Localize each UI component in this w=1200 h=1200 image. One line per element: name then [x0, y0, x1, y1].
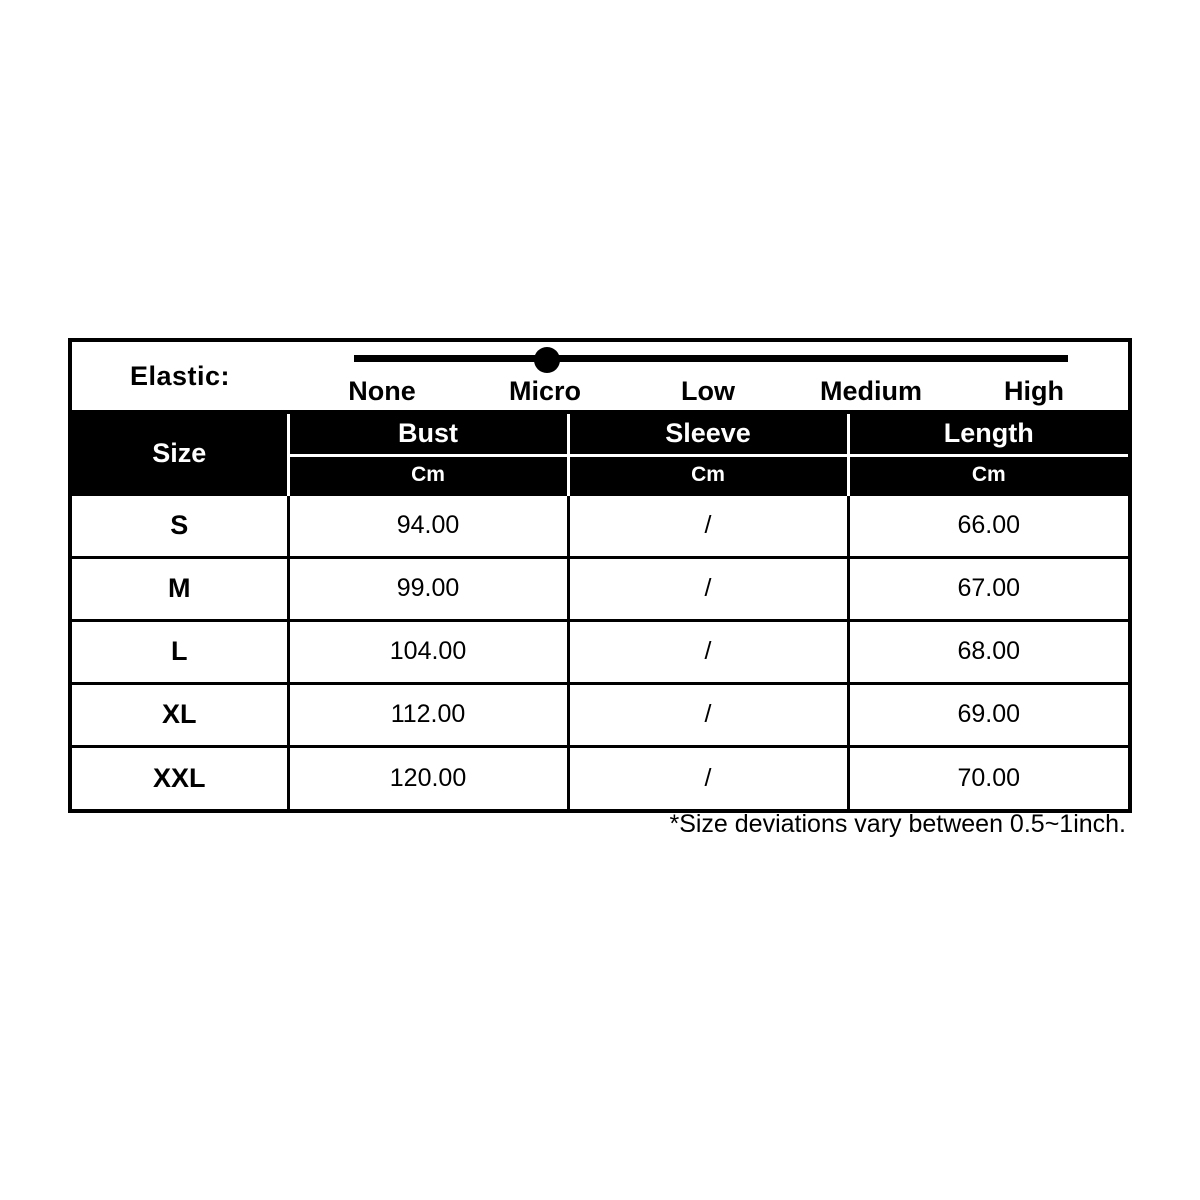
column-header-length: Length: [848, 414, 1128, 455]
table-row: [72, 746, 1128, 809]
unit-header-sleeve: Cm: [568, 455, 848, 494]
table-row: [72, 494, 1128, 557]
table-head: [72, 414, 1128, 494]
measurement-table: [72, 414, 1128, 809]
table-row: [72, 683, 1128, 746]
elastic-scale-bar: [354, 355, 1068, 362]
table-body: [72, 494, 1128, 809]
cell-length: 69.00: [848, 683, 1128, 746]
elastic-level-none: None: [348, 376, 416, 406]
cell-size: L: [72, 620, 288, 683]
column-header-size: Size: [72, 414, 288, 494]
cell-sleeve: /: [568, 557, 848, 620]
cell-bust: 104.00: [288, 620, 568, 683]
cell-size: XL: [72, 683, 288, 746]
cell-size: M: [72, 557, 288, 620]
cell-sleeve: /: [568, 620, 848, 683]
table-group-header-row: [72, 414, 1128, 455]
size-chart: [68, 338, 1132, 813]
cell-sleeve: /: [568, 683, 848, 746]
size-deviation-footnote: *Size deviations vary between 0.5~1inch.: [669, 810, 1126, 838]
table-row: [72, 620, 1128, 683]
cell-size: S: [72, 494, 288, 557]
elastic-row: [72, 342, 1128, 414]
elastic-level-micro: Micro: [508, 376, 581, 406]
cell-bust: 99.00: [288, 557, 568, 620]
column-header-bust: Bust: [288, 414, 568, 455]
unit-header-length: Cm: [848, 455, 1128, 494]
elastic-level-medium: Medium: [819, 376, 922, 406]
cell-size: XXL: [72, 746, 288, 809]
cell-bust: 120.00: [288, 746, 568, 809]
elastic-scale: [288, 342, 1128, 410]
column-header-sleeve: Sleeve: [568, 414, 848, 455]
cell-bust: 94.00: [288, 494, 568, 557]
elastic-level-low: Low: [681, 376, 735, 406]
cell-length: 67.00: [848, 557, 1128, 620]
cell-length: 68.00: [848, 620, 1128, 683]
elastic-label-cell: [72, 342, 288, 410]
elastic-level-high: High: [1004, 376, 1064, 406]
unit-header-bust: Cm: [288, 455, 568, 494]
cell-length: 66.00: [848, 494, 1128, 557]
elastic-scale-labels: [288, 376, 1128, 407]
elastic-label: Elastic:: [129, 360, 231, 391]
cell-length: 70.00: [848, 746, 1128, 809]
cell-bust: 112.00: [288, 683, 568, 746]
table-row: [72, 557, 1128, 620]
elastic-scale-knob: [534, 347, 560, 373]
cell-sleeve: /: [568, 746, 848, 809]
cell-sleeve: /: [568, 494, 848, 557]
